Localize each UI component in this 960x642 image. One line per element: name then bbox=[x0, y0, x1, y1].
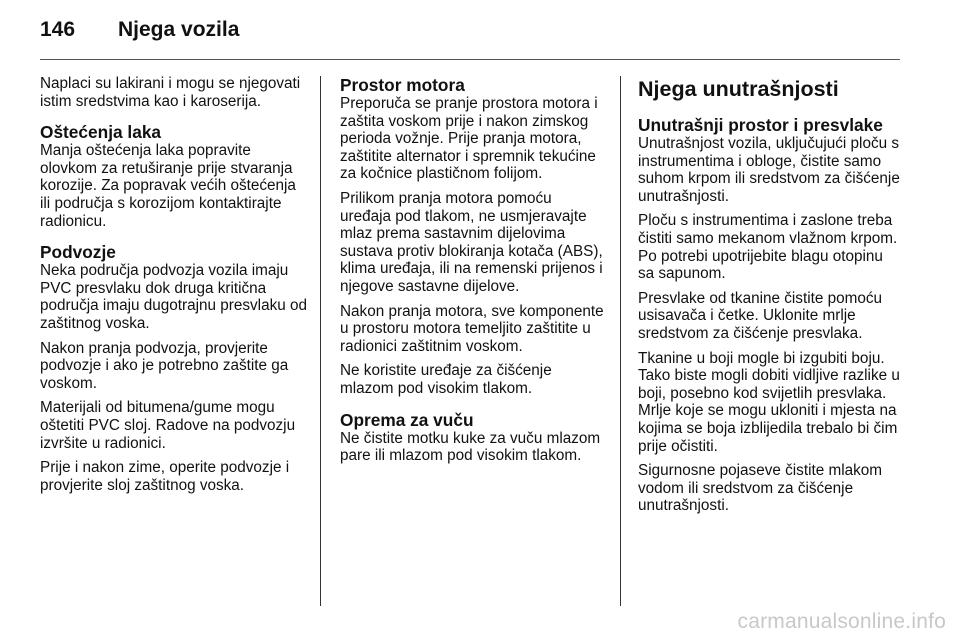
column-divider bbox=[320, 76, 321, 606]
paragraph: Ne čistite motku kuke za vuču mlazom pare ili mlazom pod visokim tlakom. bbox=[340, 429, 601, 465]
column-3 bbox=[638, 75, 902, 522]
paragraph: Nakon pranja podvozja, provjerite podvozje i ako je potrebno zaštite ga voskom. bbox=[40, 339, 289, 392]
paragraph: Preporuča se pranje prostora motora i zaštita voskom prije i nakon zimskog perioda vožnje. Prije pranja motora, zaštitite alternator i spremnik tekućine za kočnice plastičnom folijom. bbox=[340, 95, 598, 183]
column-2 bbox=[340, 75, 605, 472]
section-heading: Oprema za vuču bbox=[340, 409, 474, 430]
paragraph: Neka područja podvozja vozila imaju PVC presvlaku dok druga kritična područja imaju dugotrajnu presvlaku od zaštitnog voska. bbox=[40, 262, 308, 332]
section-heading: Podvozje bbox=[40, 242, 116, 263]
paragraph: Prije i nakon zime, operite podvozje i provjerite sloj zaštitnog voska. bbox=[40, 459, 290, 494]
paragraph: Naplaci su lakirani i mogu se njegovati istim sredstvima kao i karoserija. bbox=[40, 75, 301, 110]
paragraph: Presvlake od tkanine čistite pomoću usisavača i četke. Uklonite mrlje sredstvom za čišćenje presvlaka. bbox=[638, 289, 883, 342]
paragraph: Unutrašnjost vozila, uključujući ploču s instrumentima i obloge, čistite samo suhom krpom ili sredstvom za čišćenje unutrašnjosti. bbox=[638, 135, 900, 205]
header-divider bbox=[40, 59, 900, 60]
paragraph: Prilikom pranja motora pomoću uređaja pod tlakom, ne usmjeravajte mlaz prema sastavnim dijelovima sustava protiv blokiranja kotača (ABS), klima uređaja, ili na remenski prijenos i njegove sastavne dijelove. bbox=[340, 189, 603, 295]
paragraph: Materijali od bitumena/gume mogu oštetiti PVC sloj. Radove na podvozju izvršite u radionici. bbox=[40, 399, 296, 452]
section-heading: Prostor motora bbox=[340, 75, 465, 95]
paragraph: Ne koristite uređaje za čišćenje mlazom pod visokim tlakom. bbox=[340, 362, 552, 397]
paragraph: Nakon pranja motora, sve komponente u prostoru motora temeljito zaštitite u radionici zaštitnim voskom. bbox=[340, 302, 604, 355]
section-heading: Unutrašnji prostor i presvlake bbox=[638, 115, 883, 135]
column-1 bbox=[40, 75, 310, 501]
chapter-section-title: Njega unutrašnjosti bbox=[638, 77, 839, 101]
paragraph: Manja oštećenja laka popravite olovkom za retuširanje prije stvaranja korozije. Za popravak većih oštećenja ili područja s korozijom kontaktirajte radionicu. bbox=[40, 142, 296, 230]
watermark: carmanualsonline.info bbox=[737, 610, 946, 633]
column-divider bbox=[620, 76, 621, 606]
page-number: 146 bbox=[40, 18, 76, 41]
paragraph: Tkanine u boji mogle bi izgubiti boju. Tako biste mogli dobiti vidljive razlike u boji, posebno kod svijetlih presvlaka. Mrlje koje se mogu ukloniti i mjesta na kojima se boja izblijedila trebalo bi čim prije očistiti. bbox=[638, 349, 900, 455]
paragraph: Sigurnosne pojaseve čistite mlakom vodom ili sredstvom za čišćenje unutrašnjosti. bbox=[638, 462, 883, 515]
paragraph: Ploču s instrumentima i zaslone treba čistiti samo mekanom vlažnom krpom. Po potrebi upotrijebite blagu otopinu sa sapunom. bbox=[638, 212, 898, 283]
chapter-title: Njega vozila bbox=[118, 18, 240, 41]
section-heading: Oštećenja laka bbox=[40, 122, 162, 143]
